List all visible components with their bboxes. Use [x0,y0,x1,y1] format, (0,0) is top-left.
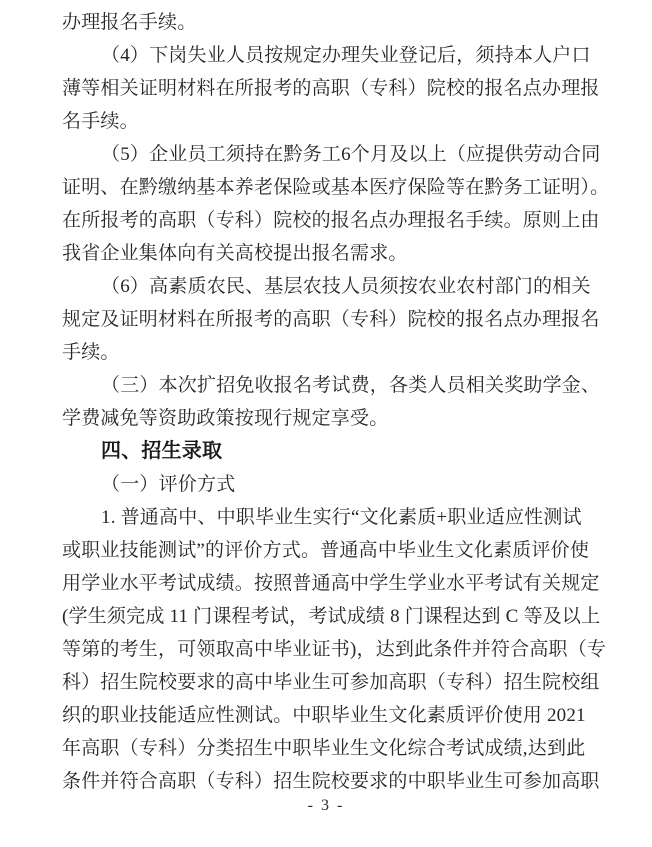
document-line: （一）评价方式 [101,474,236,495]
page-number: - 3 - [307,797,345,814]
document-line: （三）本次扩招免收报名考试费，各类人员相关奖助学金、 [101,375,601,396]
document-line: 手续。 [62,342,120,363]
document-line: 我省企业集体向有关高校提出报名需求。 [62,243,408,264]
document-line: 用学业水平考试成绩。按照普通高中学生学业水平考试有关规定 [62,573,600,594]
document-line: 学费减免等资助政策按现行规定享受。 [62,408,389,429]
document-line: 办理报名手续。 [62,12,197,33]
document-line: 等第的考生，可领取高中毕业证书)，达到此条件并符合高职（专 [62,639,607,660]
document-line: （6）高素质农民、基层农技人员须按农业农村部门的相关 [101,276,591,297]
document-line: 1. 普通高中、中职毕业生实行“文化素质+职业适应性测试 [101,507,582,528]
document-line: 薄等相关证明材料在所报考的高职（专科）院校的报名点办理报 [62,78,600,99]
document-line: (学生须完成 11 门课程考试，考试成绩 8 门课程达到 C 等及以上 [62,606,601,627]
document-line: 在所报考的高职（专科）院校的报名点办理报名手续。原则上由 [62,210,600,231]
document-line: 规定及证明材料在所报考的高职（专科）院校的报名点办理报名 [62,309,600,330]
document-line: （5）企业员工须持在黔务工6个月及以上（应提供劳动合同 [101,144,601,165]
document-line: 名手续。 [62,111,139,132]
document-body [62,6,610,798]
document-line: 科）招生院校要求的高中毕业生可参加高职（专科）招生院校组 [62,672,600,693]
document-line: 年高职（专科）分类招生中职毕业生文化综合考试成绩,达到此 [62,738,586,759]
section-heading: 四、招生录取 [101,440,223,462]
document-line: 条件并符合高职（专科）招生院校要求的中职毕业生可参加高职 [62,771,600,792]
document-line: 或职业技能测试”的评价方式。普通高中毕业生文化素质评价使 [62,540,590,561]
document-line: 织的职业技能适应性测试。中职毕业生文化素质评价使用 2021 [62,705,586,726]
document-line: 证明、在黔缴纳基本养老保险或基本医疗保险等在黔务工证明）。 [62,177,610,198]
document-line: （4）下岗失业人员按规定办理失业登记后，须持本人户口 [101,45,591,66]
